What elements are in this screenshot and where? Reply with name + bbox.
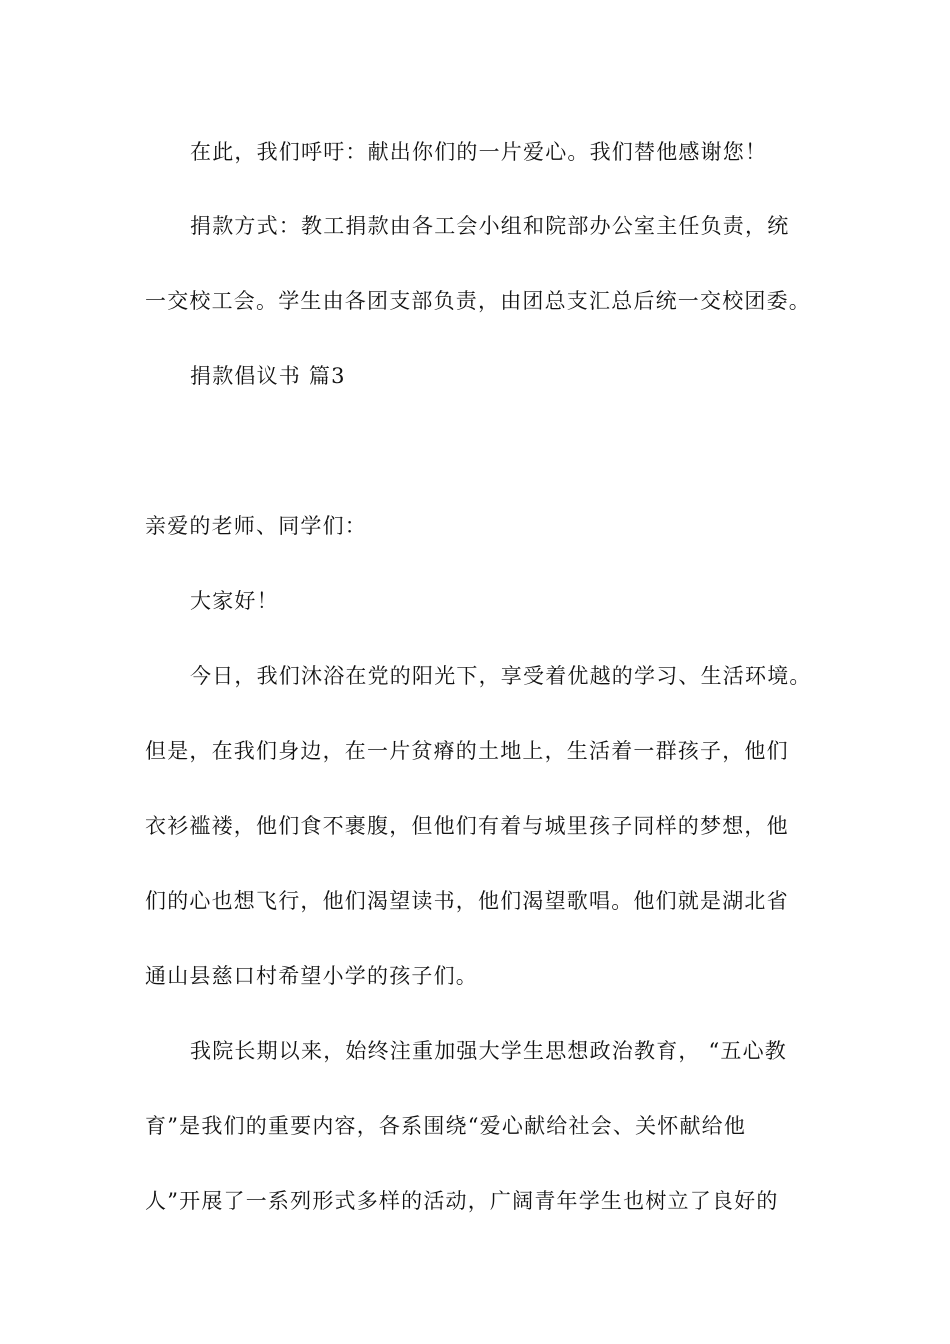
paragraph-body-1-line-5: 通山县慈口村希望小学的孩子们。 — [145, 964, 478, 988]
paragraph-body-1-line-4: 们的心也想飞行，他们渴望读书，他们渴望歌唱。他们就是湖北省 — [145, 889, 789, 913]
paragraph-body-1-line-2: 但是，在我们身边，在一片贫瘠的土地上，生活着一群孩子，他们 — [145, 739, 789, 763]
paragraph-donation-method-cont: 一交校工会。学生由各团支部负责，由团总支汇总后统一交校团委。 — [145, 289, 811, 313]
paragraph-body-2-line-2: 育”是我们的重要内容，各系围绕“爱心献给社会、关怀献给他 — [145, 1114, 747, 1138]
salutation: 亲爱的老师、同学们： — [145, 514, 367, 538]
paragraph-body-1-line-3: 衣衫褴褛，他们食不裹腹，但他们有着与城里孩子同样的梦想，他 — [145, 814, 789, 838]
paragraph-appeal: 在此，我们呼吁：献出你们的一片爱心。我们替他感谢您！ — [190, 140, 768, 164]
greeting: 大家好！ — [190, 589, 279, 613]
paragraph-donation-method: 捐款方式：教工捐款由各工会小组和院部办公室主任负责，统 — [190, 214, 790, 238]
paragraph-body-2-line-3: 人”开展了一系列形式多样的活动，广阔青年学生也树立了良好的 — [145, 1189, 779, 1213]
paragraph-body-1: 今日，我们沐浴在党的阳光下，享受着优越的学习、生活环境。 — [190, 664, 812, 688]
paragraph-body-2: 我院长期以来，始终注重加强大学生思想政治教育， “五心教 — [190, 1039, 788, 1063]
section-heading: 捐款倡议书 篇3 — [190, 364, 346, 388]
